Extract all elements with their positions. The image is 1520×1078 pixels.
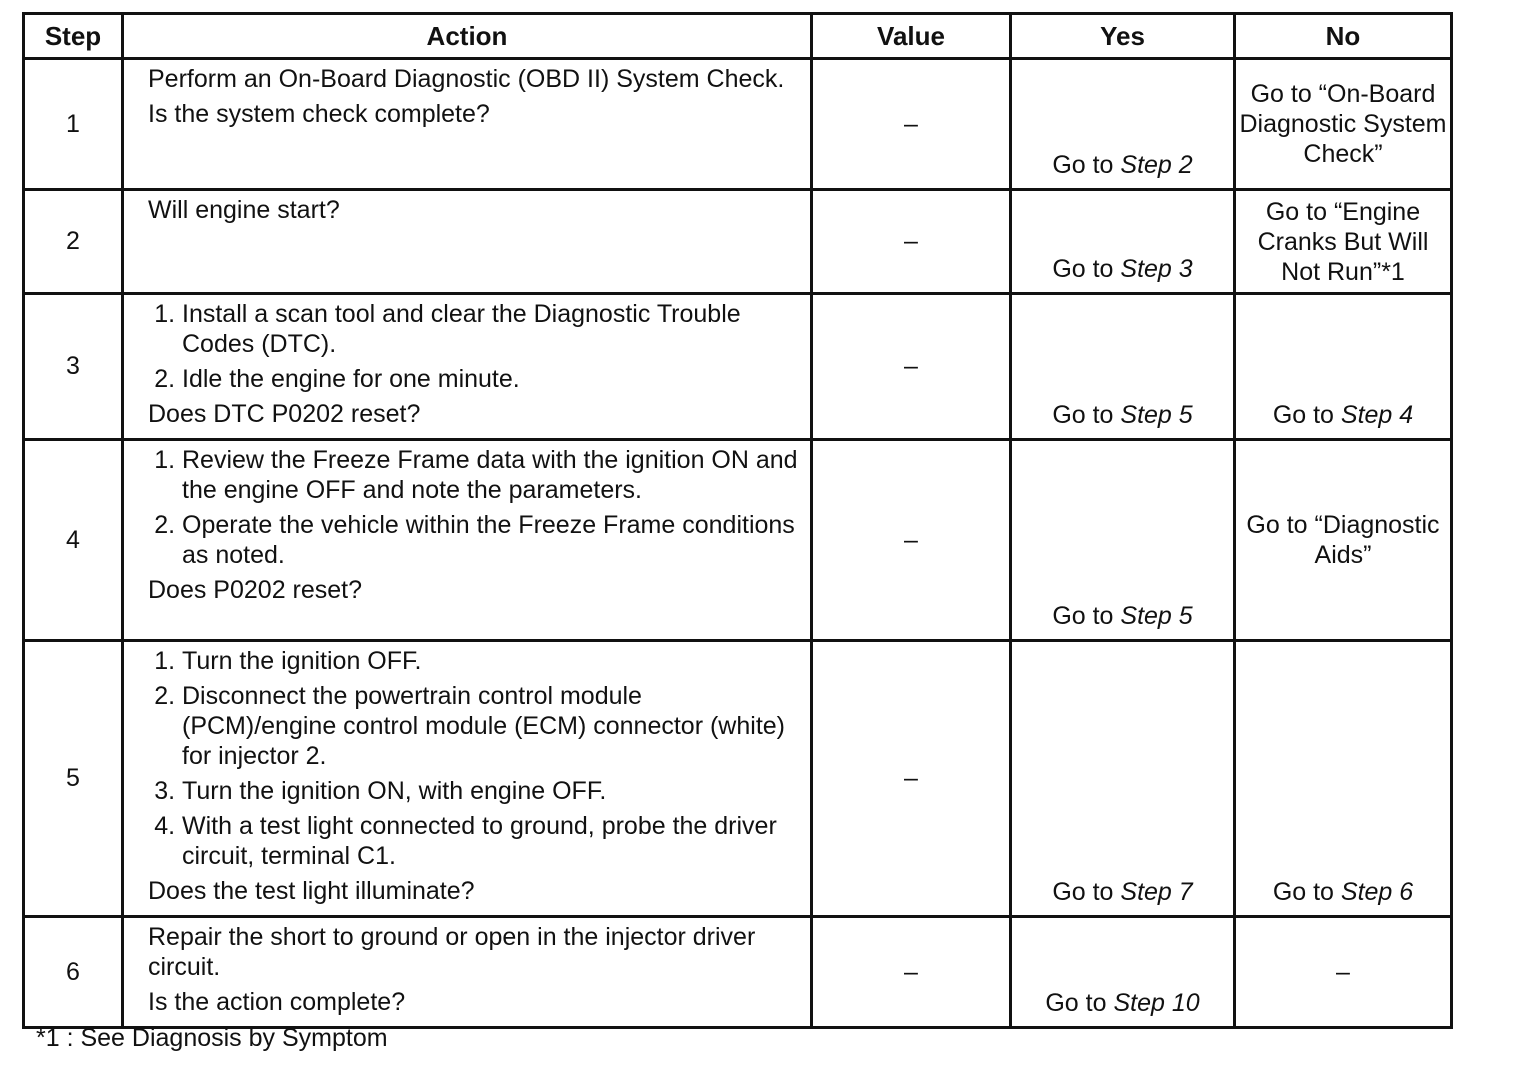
table-row xyxy=(24,294,1452,440)
action-question: Is the action complete? xyxy=(148,988,406,1016)
header-no: No xyxy=(1235,14,1452,59)
step-number: 3 xyxy=(24,294,123,440)
action-cell xyxy=(123,641,812,917)
value-cell: – xyxy=(812,917,1011,1028)
goto-prefix: Go to xyxy=(1272,401,1341,429)
diagnostic-table xyxy=(22,12,1453,1029)
action-text: Perform an On-Board Diagnostic (OBD II) System Check. xyxy=(148,65,785,93)
goto-prefix: Go to xyxy=(1045,989,1114,1017)
step-link[interactable]: Step 5 xyxy=(1120,401,1193,429)
no-cell xyxy=(1235,294,1452,440)
value-cell: – xyxy=(812,190,1011,294)
action-question: Is the system check complete? xyxy=(148,100,490,128)
header-row xyxy=(24,14,1452,59)
action-question: Does P0202 reset? xyxy=(148,576,363,604)
table-row xyxy=(24,190,1452,294)
goto-prefix: Go to xyxy=(1052,602,1121,630)
goto-prefix: Go to xyxy=(1052,151,1121,179)
value-cell: – xyxy=(812,294,1011,440)
step-number: 6 xyxy=(24,917,123,1028)
action-step: 2. Disconnect the powertrain control module (PCM)/engine control module (ECM) connector (white) for injector 2. xyxy=(182,681,800,771)
step-link[interactable]: Step 7 xyxy=(1120,878,1193,906)
action-question: Does DTC P0202 reset? xyxy=(148,400,421,428)
action-cell xyxy=(123,59,812,190)
action-step: 1. Review the Freeze Frame data with the ignition ON and the engine OFF and note the parameters. xyxy=(182,445,800,505)
step-number: 1 xyxy=(24,59,123,190)
action-step: 1. Turn the ignition OFF. xyxy=(182,646,800,676)
footnote: *1 : See Diagnosis by Symptom xyxy=(36,1024,388,1052)
table-row xyxy=(24,917,1452,1028)
yes-cell xyxy=(1011,641,1235,917)
value-cell: – xyxy=(812,641,1011,917)
header-yes: Yes xyxy=(1011,14,1235,59)
no-cell[interactable]: Go to “Engine Cranks But Will Not Run”*1 xyxy=(1235,190,1452,294)
action-steps xyxy=(148,299,800,394)
table-row xyxy=(24,59,1452,190)
yes-cell xyxy=(1011,440,1235,641)
yes-cell xyxy=(1011,294,1235,440)
step-link[interactable]: Step 4 xyxy=(1340,401,1414,429)
goto-prefix: Go to xyxy=(1052,255,1121,283)
step-link[interactable]: Step 2 xyxy=(1120,151,1193,179)
step-number: 2 xyxy=(24,190,123,294)
action-cell xyxy=(123,294,812,440)
action-question: Does the test light illuminate? xyxy=(148,877,475,905)
table-row xyxy=(24,440,1452,641)
action-text: Repair the short to ground or open in the injector driver circuit. xyxy=(148,923,756,981)
no-cell[interactable]: Go to “Diagnostic Aids” xyxy=(1235,440,1452,641)
action-steps xyxy=(148,445,800,570)
goto-prefix: Go to xyxy=(1272,878,1341,906)
goto-prefix: Go to xyxy=(1052,401,1121,429)
header-value: Value xyxy=(812,14,1011,59)
header-step: Step xyxy=(24,14,123,59)
action-step: 4. With a test light connected to ground, probe the driver circuit, terminal C1. xyxy=(182,811,800,871)
goto-prefix: Go to xyxy=(1052,878,1121,906)
no-cell[interactable]: Go to “On-Board Diagnostic System Check” xyxy=(1235,59,1452,190)
action-steps xyxy=(148,646,800,871)
value-cell: – xyxy=(812,59,1011,190)
step-link[interactable]: Step 10 xyxy=(1113,989,1200,1017)
action-cell xyxy=(123,917,812,1028)
action-cell xyxy=(123,190,812,294)
no-cell xyxy=(1235,641,1452,917)
no-cell: – xyxy=(1235,917,1452,1028)
header-action: Action xyxy=(123,14,812,59)
step-link[interactable]: Step 6 xyxy=(1340,878,1414,906)
step-number: 5 xyxy=(24,641,123,917)
yes-cell xyxy=(1011,917,1235,1028)
step-number: 4 xyxy=(24,440,123,641)
yes-cell xyxy=(1011,190,1235,294)
yes-cell xyxy=(1011,59,1235,190)
step-link[interactable]: Step 3 xyxy=(1120,255,1193,283)
step-link[interactable]: Step 5 xyxy=(1120,602,1193,630)
action-step: 2. Operate the vehicle within the Freeze Frame conditions as noted. xyxy=(182,510,800,570)
action-cell xyxy=(123,440,812,641)
table-row xyxy=(24,641,1452,917)
action-step: 3. Turn the ignition ON, with engine OFF. xyxy=(182,776,800,806)
action-question: Will engine start? xyxy=(148,196,340,224)
action-step: 1. Install a scan tool and clear the Diagnostic Trouble Codes (DTC). xyxy=(182,299,800,359)
action-step: 2. Idle the engine for one minute. xyxy=(182,364,800,394)
value-cell: – xyxy=(812,440,1011,641)
